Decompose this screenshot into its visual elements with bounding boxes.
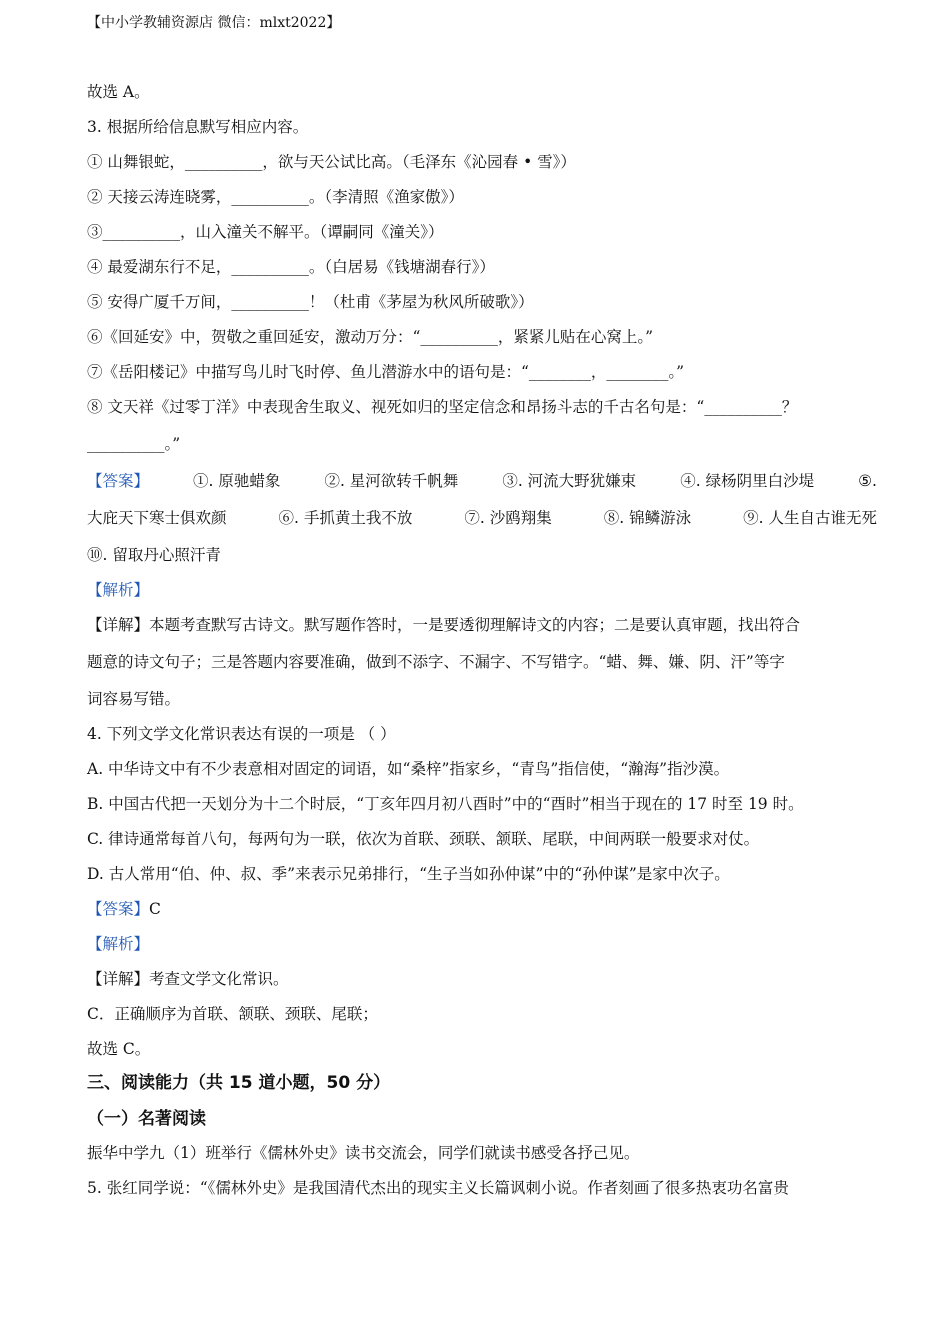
q4-option-a: A. 中华诗文中有不少表意相对固定的词语，如“桑梓”指家乡，“青鸟”指信使，“瀚海”指沙漠。 [87,760,730,778]
answer-item: ⑦. 沙鸥翔集 [464,509,552,527]
answer-item: ①. 原驰蜡象 [193,472,281,490]
q3-item: ④ 最爱湖东行不足，__________。（白居易《钱塘湖春行》） [87,258,495,276]
q3-stem: 3. 根据所给信息默写相应内容。 [87,118,309,136]
q4-stem: 4. 下列文学文化常识表达有误的一项是 （ ） [87,725,396,743]
answer-value: C [149,900,161,918]
q3-item: __________。” [87,435,181,453]
q4-correction: C．正确顺序为首联、颔联、颈联、尾联； [87,1005,378,1023]
analysis-label: 【解析】 [87,935,150,953]
q4-answer [87,897,877,921]
q3-detail: 【详解】本题考查默写古诗文。默写题作答时，一是要透彻理解诗文的内容；二是要认真审题，找出符合 [87,616,801,634]
q4-conclusion: 故选 C。 [87,1040,151,1058]
section-intro: 振华中学九（1）班举行《儒林外史》读书交流会，同学们就读书感受各抒己见。 [87,1144,640,1162]
q3-item: ⑦《岳阳楼记》中描写鸟儿时飞时停、鱼儿潜游水中的语句是：“________，________。” [87,363,685,381]
q3-answers-row-1 [87,469,877,493]
answer-item: ③. 河流大野犹嫌束 [502,472,637,490]
q4-detail: 【详解】考查文学文化常识。 [87,970,289,988]
q3-item: ⑥《回延安》中，贺敬之重回延安，激动万分：“__________，紧紧儿贴在心窝上。” [87,328,654,346]
q4-option-b: B. 中国古代把一天划分为十二个时辰，“丁亥年四月初八酉时”中的“酉时”相当于现在的 17 时至 19 时。 [87,795,804,813]
q3-answers-row-2 [87,506,877,530]
q3-item: ① 山舞银蛇，__________，欲与天公试比高。（毛泽东《沁园春 • 雪》） [87,153,576,171]
page-header: 【中小学教辅资源店 微信：mlxt2022】 [87,15,341,31]
q5-stem: 5. 张红同学说：“《儒林外史》是我国清代杰出的现实主义长篇讽刺小说。作者刻画了很多热衷功名富贵 [87,1179,789,1197]
q3-detail: 题意的诗文句子；三是答题内容要准确，做到不添字、不漏字、不写错字。“蜡、舞、嫌、阴、汗”等字 [87,653,785,671]
document-body [87,80,877,1200]
q3-item: ⑧ 文天祥《过零丁洋》中表现舍生取义、视死如归的坚定信念和昂扬斗志的千古名句是：“__________？ [87,398,798,416]
answer-item: ⑨. 人生自古谁无死 [743,509,877,527]
answer-item: ②. 星河欲转千帆舞 [324,472,459,490]
answer-item: ④. 绿杨阴里白沙堤 [680,472,815,490]
sub-section-title: （一）名著阅读 [87,1109,206,1129]
q3-item: ② 天接云涛连晓雾，__________。（李清照《渔家傲》） [87,188,464,206]
q3-detail: 词容易写错。 [87,690,181,708]
q4-option-d: D. 古人常用“伯、仲、叔、季”来表示兄弟排行，“生子当如孙仲谋”中的“孙仲谋”是家中次子。 [87,865,730,883]
answer-item: ⑤. [858,472,877,490]
answer-label: 【答案】 [87,900,150,918]
section-title: 三、阅读能力（共 15 道小题，50 分） [87,1073,391,1093]
answer-item: ⑩. 留取丹心照汗青 [87,546,221,564]
answer-item: ⑧. 锦鳞游泳 [603,509,692,527]
answer-item: ⑥. 手抓黄土我不放 [278,509,413,527]
q3-item: ③__________，山入潼关不解平。（谭嗣同《潼关》） [87,223,444,241]
q2-conclusion: 故选 A。 [87,83,150,101]
analysis-label: 【解析】 [87,581,150,599]
q3-item: ⑤ 安得广厦千万间，__________！（杜甫《茅屋为秋风所破歌》） [87,293,534,311]
answer-label: 【答案】 [87,472,150,490]
answer-item: 大庇天下寒士俱欢颜 [87,509,227,527]
q4-option-c: C. 律诗通常每首八句，每两句为一联，依次为首联、颈联、颔联、尾联，中间两联一般要求对仗。 [87,830,760,848]
